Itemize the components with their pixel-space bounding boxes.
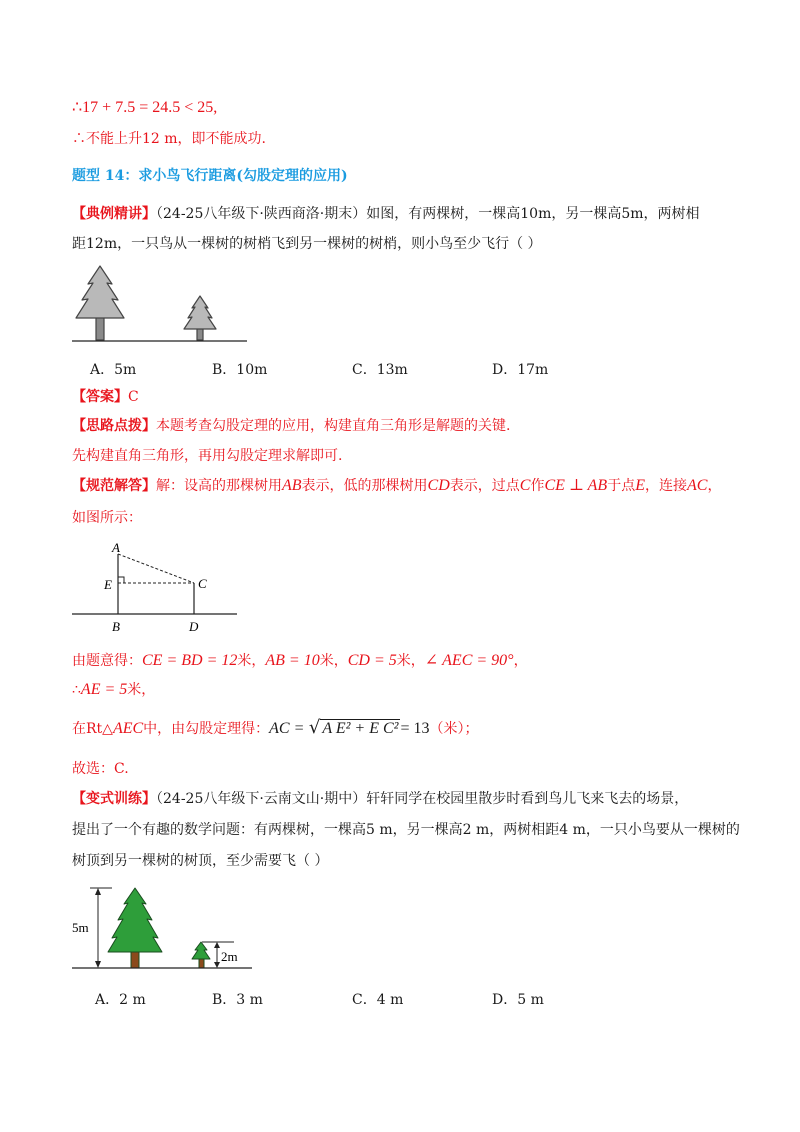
unit-text: 米，: [127, 682, 156, 698]
math-ac-eq: AC =: [269, 720, 305, 737]
exercise-line-3: 树顶到另一棵树的树顶，至少需要飞（ ）: [72, 853, 329, 869]
solution-line-2: 如图所示：: [72, 510, 142, 526]
label-d: D: [189, 619, 199, 634]
solution-text: ，: [513, 653, 528, 669]
exercise-option-c: C．4 m: [352, 992, 404, 1008]
sqrt-symbol-icon: √: [308, 717, 321, 738]
exercise-option-a: A．2 m: [95, 992, 146, 1008]
math-cd: CD: [427, 477, 450, 494]
label-5m: 5m: [72, 920, 89, 935]
example-tag: 【典例精讲】: [72, 206, 156, 222]
hint-tag: 【思路点拨】: [72, 418, 156, 434]
choose-line: 故选：C.: [72, 761, 129, 777]
hint-line-1: [72, 416, 510, 436]
math-ab-value: AB = 10: [265, 652, 320, 669]
math-ac: AC: [686, 477, 708, 494]
solution-text: ，: [707, 478, 722, 494]
section-title: 题型 14：求小鸟飞行距离(勾股定理的应用): [72, 168, 348, 184]
exercise-option-b: B．3 m: [212, 992, 263, 1008]
given-line: [72, 651, 528, 671]
ae-line: [72, 680, 155, 700]
solution-text: 由题意得：: [72, 653, 142, 669]
right-triangle-figure: [72, 536, 242, 636]
solution-text: 作: [530, 478, 545, 494]
solution-tag: 【规范解答】: [72, 478, 156, 494]
solution-text: 于点: [607, 478, 636, 494]
solution-line-1: [72, 476, 721, 496]
therefore-symbol: ∴: [72, 682, 81, 698]
unit-text: 米，: [237, 653, 266, 669]
solution-text: 表示，低的那棵树用: [301, 478, 428, 494]
math-point-c: C: [519, 477, 531, 494]
exercise-line-1: [72, 789, 688, 809]
solution-text: ，连接: [644, 478, 687, 494]
math-radicand: A E² + E C²: [322, 720, 399, 737]
label-e: E: [104, 577, 112, 592]
example-option-d: D．17m: [492, 362, 549, 378]
math-ab: AB: [282, 477, 302, 494]
prev-line-2: ∴不能上升12 m，即不能成功.: [72, 131, 266, 147]
unit-text: 米，: [396, 653, 425, 669]
example-question-line-1: [72, 204, 700, 224]
label-2m: 2m: [221, 949, 238, 964]
exercise-line-2: 提出了一个有趣的数学问题：有两棵树，一棵高5 m，另一棵高2 m，两树相距4 m，一只小鸟要从一棵树的: [72, 822, 740, 838]
math-aec: AEC: [112, 720, 144, 737]
solution-text: 在Rt△: [72, 721, 113, 737]
label-b: B: [112, 619, 120, 634]
tall-green-tree-icon: [108, 888, 162, 968]
answer-line: [72, 387, 139, 407]
prev-line-1: ∴17 + 7.5 = 24.5 < 25,: [72, 99, 218, 116]
pythagoras-line: [72, 716, 478, 741]
hint-text-1: 本题考查勾股定理的应用，构建直角三角形是解题的关键.: [156, 418, 511, 434]
example-option-b: B．10m: [212, 362, 268, 378]
solution-text: 表示，过点: [449, 478, 520, 494]
short-green-tree-icon: [192, 942, 210, 968]
exercise-tag: 【变式训练】: [72, 791, 156, 807]
math-point-e: E: [635, 477, 645, 494]
label-a: A: [112, 540, 120, 555]
answer-tag: 【答案】: [72, 389, 128, 405]
math-ce-perp-ab: CE ⊥ AB: [544, 477, 608, 494]
example-text-1: （24-25八年级下·陕西商洛·期末）如图，有两棵树，一棵高10m，另一棵高5m，两树相: [156, 206, 700, 222]
math-ce-bd: CE = BD = 12: [142, 652, 238, 669]
exercise-option-d: D．5 m: [492, 992, 544, 1008]
unit-text: （米）；: [429, 721, 479, 737]
label-c: C: [198, 576, 207, 591]
exercise-text-1: （24-25八年级下·云南文山·期中）轩轩同学在校园里散步时看到鸟儿飞来飞去的场景，: [156, 791, 689, 807]
unit-text: 米，: [319, 653, 348, 669]
solution-text: 中，由勾股定理得：: [143, 721, 270, 737]
solution-text: 解：设高的那棵树用: [156, 478, 282, 494]
example-option-c: C．13m: [352, 362, 408, 378]
short-tree-icon: [184, 296, 216, 340]
math-ae-value: AE = 5: [80, 681, 128, 698]
two-trees-figure: [72, 262, 247, 344]
hint-line-2: 先构建直角三角形，再用勾股定理求解即可.: [72, 448, 343, 464]
example-option-a: A．5m: [90, 362, 137, 378]
tall-tree-icon: [76, 266, 124, 340]
answer-value: C: [128, 389, 139, 405]
green-trees-figure: [72, 880, 252, 975]
math-angle-aec: ∠ AEC = 90°: [424, 652, 514, 669]
example-question-line-2: 距12m，一只鸟从一棵树的树梢飞到另一棵树的树梢，则小鸟至少飞行（ ）: [72, 236, 542, 252]
math-result: = 13: [400, 720, 430, 737]
math-cd-value: CD = 5: [347, 652, 397, 669]
